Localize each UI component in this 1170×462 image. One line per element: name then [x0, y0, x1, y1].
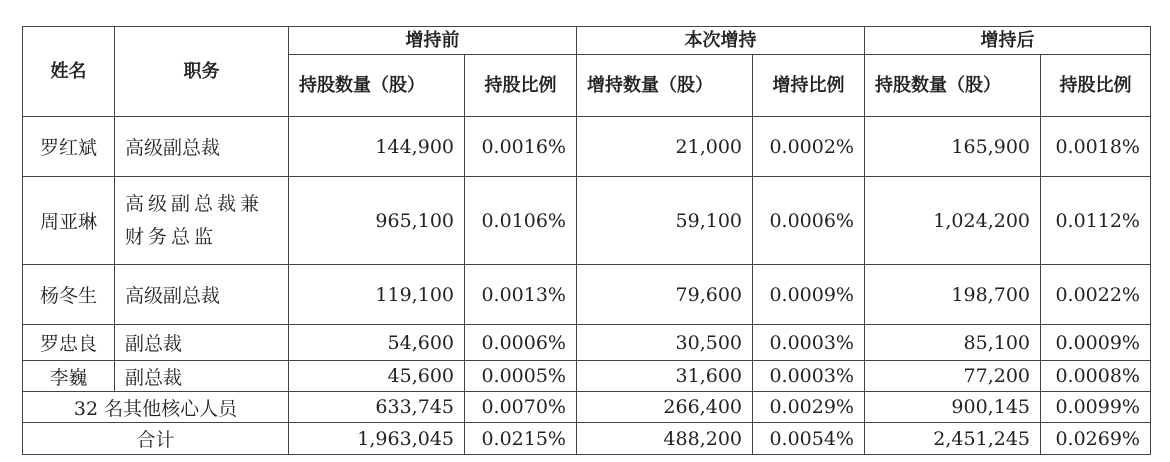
- cell-position: 高级副总裁兼财务总监: [115, 177, 289, 265]
- cell-after-qty: 2,451,245: [865, 423, 1041, 455]
- cell-after-ratio: 0.0269%: [1041, 423, 1151, 455]
- cell-this-ratio: 0.0006%: [753, 177, 865, 265]
- cell-after-qty: 198,700: [865, 265, 1041, 325]
- cell-position: 副总裁: [115, 361, 289, 392]
- cell-this-qty: 488,200: [577, 423, 753, 455]
- cell-before-ratio: 0.0013%: [465, 265, 577, 325]
- cell-before-qty: 1,963,045: [289, 423, 465, 455]
- header-name: 姓名: [23, 27, 115, 117]
- table-row: [23, 361, 1151, 392]
- cell-after-qty: 1,024,200: [865, 177, 1041, 265]
- cell-before-qty: 965,100: [289, 177, 465, 265]
- cell-this-ratio: 0.0002%: [753, 117, 865, 177]
- cell-after-qty: 900,145: [865, 392, 1041, 423]
- cell-before-ratio: 0.0070%: [465, 392, 577, 423]
- cell-after-ratio: 0.0018%: [1041, 117, 1151, 177]
- cell-this-ratio: 0.0054%: [753, 423, 865, 455]
- cell-before-ratio: 0.0215%: [465, 423, 577, 455]
- cell-others-label: 32 名其他核心人员: [23, 392, 289, 423]
- cell-position: 副总裁: [115, 325, 289, 361]
- cell-before-qty: 119,100: [289, 265, 465, 325]
- cell-name: 罗红斌: [23, 117, 115, 177]
- cell-position: 高级副总裁: [115, 117, 289, 177]
- cell-after-ratio: 0.0099%: [1041, 392, 1151, 423]
- cell-before-ratio: 0.0106%: [465, 177, 577, 265]
- cell-after-ratio: 0.0112%: [1041, 177, 1151, 265]
- cell-after-qty: 165,900: [865, 117, 1041, 177]
- cell-before-ratio: 0.0006%: [465, 325, 577, 361]
- table-row: [23, 117, 1151, 177]
- cell-this-qty: 59,100: [577, 177, 753, 265]
- cell-name: 罗忠良: [23, 325, 115, 361]
- table-row: [23, 177, 1151, 265]
- cell-this-qty: 31,600: [577, 361, 753, 392]
- cell-before-qty: 45,600: [289, 361, 465, 392]
- table-row: [23, 265, 1151, 325]
- cell-this-qty: 30,500: [577, 325, 753, 361]
- cell-before-ratio: 0.0016%: [465, 117, 577, 177]
- header-before-qty: 持股数量（股）: [289, 55, 465, 117]
- shareholding-increase-table: [22, 26, 1151, 455]
- cell-name: 杨冬生: [23, 265, 115, 325]
- header-row-group: [23, 27, 1151, 55]
- cell-this-ratio: 0.0009%: [753, 265, 865, 325]
- cell-this-qty: 21,000: [577, 117, 753, 177]
- header-position: 职务: [115, 27, 289, 117]
- header-before-ratio: 持股比例: [465, 55, 577, 117]
- header-after-qty: 持股数量（股）: [865, 55, 1041, 117]
- cell-this-qty: 79,600: [577, 265, 753, 325]
- cell-before-qty: 633,745: [289, 392, 465, 423]
- cell-before-ratio: 0.0005%: [465, 361, 577, 392]
- cell-after-qty: 85,100: [865, 325, 1041, 361]
- header-this-time: 本次增持: [577, 27, 865, 55]
- header-this-qty: 增持数量（股）: [577, 55, 753, 117]
- header-after-ratio: 持股比例: [1041, 55, 1151, 117]
- cell-name: 李巍: [23, 361, 115, 392]
- cell-before-qty: 54,600: [289, 325, 465, 361]
- cell-after-ratio: 0.0009%: [1041, 325, 1151, 361]
- cell-before-qty: 144,900: [289, 117, 465, 177]
- cell-total-label: 合计: [23, 423, 289, 455]
- table-row-others: [23, 392, 1151, 423]
- table-row-total: [23, 423, 1151, 455]
- cell-this-ratio: 0.0003%: [753, 325, 865, 361]
- cell-this-ratio: 0.0003%: [753, 361, 865, 392]
- cell-name: 周亚琳: [23, 177, 115, 265]
- table-row: [23, 325, 1151, 361]
- header-before: 增持前: [289, 27, 577, 55]
- cell-after-ratio: 0.0008%: [1041, 361, 1151, 392]
- cell-after-qty: 77,200: [865, 361, 1041, 392]
- cell-this-qty: 266,400: [577, 392, 753, 423]
- cell-after-ratio: 0.0022%: [1041, 265, 1151, 325]
- header-this-ratio: 增持比例: [753, 55, 865, 117]
- cell-this-ratio: 0.0029%: [753, 392, 865, 423]
- cell-position: 高级副总裁: [115, 265, 289, 325]
- header-after: 增持后: [865, 27, 1151, 55]
